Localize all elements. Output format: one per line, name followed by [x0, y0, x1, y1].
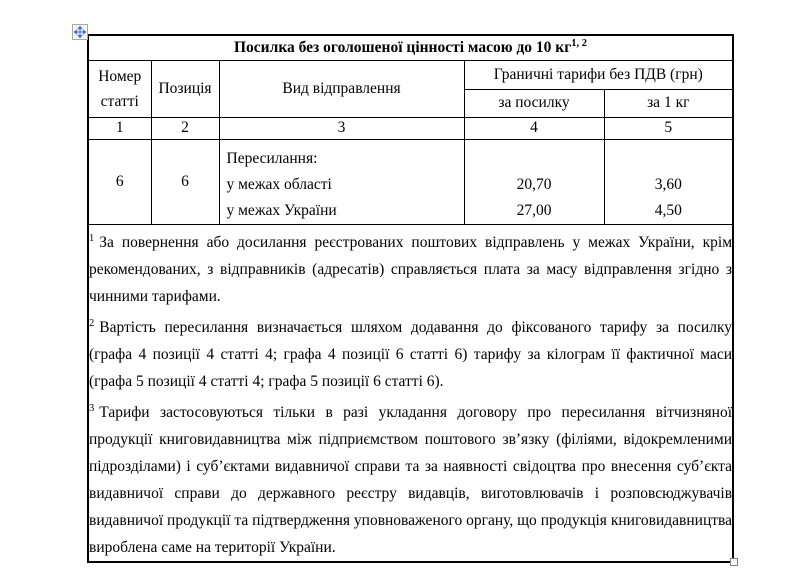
footnote-2-marker: 2	[89, 317, 95, 329]
column-number: 1	[88, 117, 151, 139]
move-icon	[74, 26, 86, 38]
per-parcel-values-cell	[464, 139, 604, 224]
header-article-cell: Номер статті	[88, 60, 151, 117]
column-numbers-row	[88, 117, 733, 139]
table-resize-handle[interactable]	[730, 558, 738, 566]
title-footnote-ref: 1, 2	[571, 38, 588, 50]
per-kg-values-cell	[604, 139, 733, 224]
tariff-table	[87, 34, 734, 563]
column-number: 5	[604, 117, 733, 139]
header-per-kg-cell: за 1 кг	[604, 89, 733, 117]
tariff-data-row	[88, 139, 733, 224]
column-number: 2	[151, 117, 219, 139]
footnote-1	[89, 225, 732, 310]
shipment-line: у межах області	[226, 175, 332, 193]
per-parcel-value: 20,70	[516, 175, 552, 193]
column-number: 3	[219, 117, 464, 139]
shipment-line: у межах України	[226, 201, 337, 219]
footnote-3	[89, 395, 732, 561]
header-per-parcel-cell: за посилку	[464, 89, 604, 117]
table-move-handle[interactable]	[72, 24, 88, 40]
footnote-3-marker: 3	[89, 402, 95, 414]
footnote-2-text: Вартість пересилання визначається шляхом додавання до фіксованого тарифу за посилку (графа 4 позиції 4 статті 4; графа 4 позиції 6 статті 6) тарифу за кілограм її фактичної маси (графа 5 позиції 4 статті 4; графа 5 позиції 6 статті 6).	[89, 318, 733, 390]
article-number-cell: 6	[88, 139, 151, 224]
per-kg-value: 3,60	[654, 175, 682, 193]
shipment-line: Пересилання:	[226, 149, 318, 167]
header-tariff-group-cell: Граничні тарифи без ПДВ (грн)	[464, 60, 733, 89]
header-shipment-type-cell: Вид відправлення	[219, 60, 464, 117]
table-title-cell	[88, 35, 733, 60]
per-kg-value	[605, 146, 733, 172]
per-parcel-value	[465, 146, 604, 172]
per-kg-value: 4,50	[654, 201, 682, 219]
footnote-3-text: Тарифи застосовуються тільки в разі укладання договору про пересилання вітчизняної продукції книговидавництва між підприємством поштового зв’язку (філіями, відокремленими підрозділами) і суб’єктами видавничої справи та за наявності свідоцтва про внесення суб’єкта видавничої справи до державного реєстру видавців, виготовлювачів і розповсюджувачів видавничої продукції та підтвердження уповноваженого органу, що продукція книговидавництва вироблена саме на території України.	[89, 403, 733, 556]
footnotes-cell	[88, 224, 733, 562]
position-number-cell: 6	[151, 139, 219, 224]
shipment-type-cell	[219, 139, 464, 224]
per-parcel-value: 27,00	[516, 201, 552, 219]
footnote-1-text: За повернення або досилання реєстрованих поштових відправлень у межах України, крім рекомендованих, з відправників (адресатів) справляється плата за масу відправлення згідно з чинними тарифами.	[89, 233, 733, 305]
footnote-1-marker: 1	[89, 232, 95, 244]
footnote-2	[89, 310, 732, 395]
column-number: 4	[464, 117, 604, 139]
table-title: Посилка без оголошеної цінності масою до 10 кг	[234, 39, 572, 57]
header-position-cell: Позиція	[151, 60, 219, 117]
